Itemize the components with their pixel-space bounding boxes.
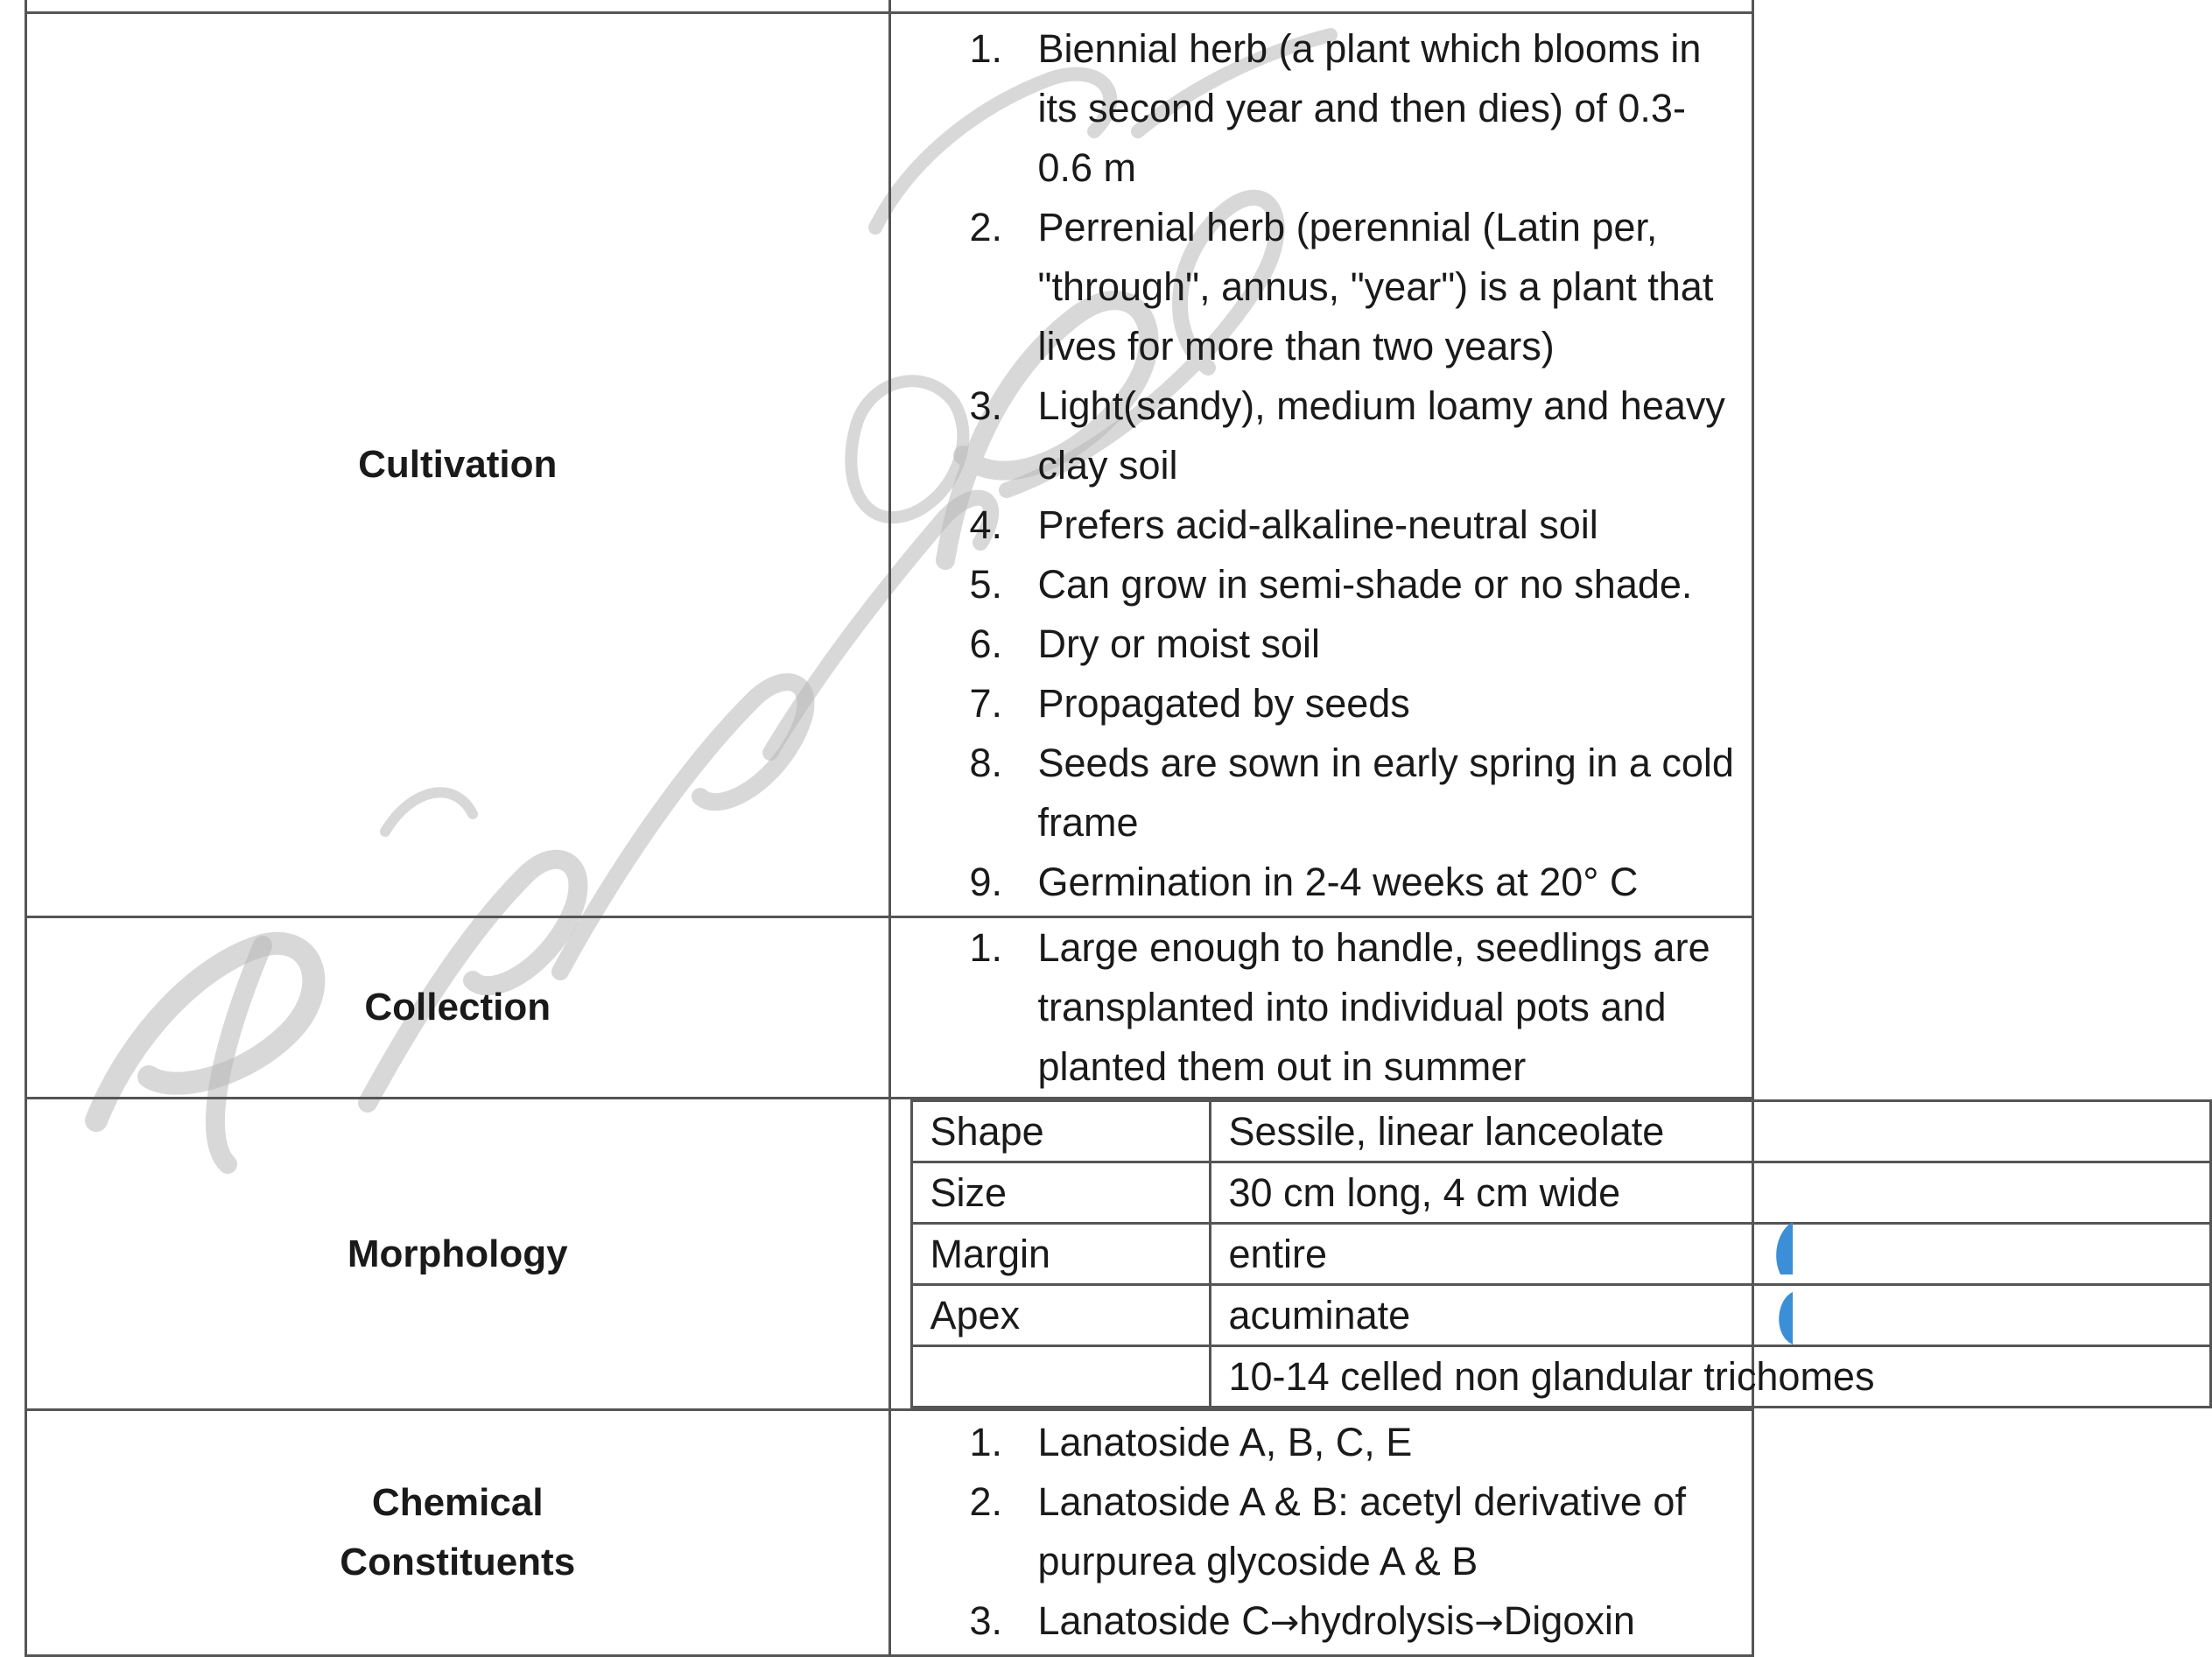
chemical-list <box>891 1413 1752 1653</box>
list-item <box>891 614 1735 674</box>
list-item-text: Propagated by seeds <box>1037 681 1410 726</box>
morphology-value: 10-14 celled non glandular trichomes <box>1210 1346 2210 1408</box>
plant-profile-table <box>25 0 1875 1657</box>
list-item <box>891 555 1735 614</box>
list-item-text: Light(sandy), medium loamy and heavy clay soil <box>1037 383 1725 488</box>
list-item-number: 7. <box>969 681 1003 726</box>
table-row <box>911 1346 2210 1408</box>
list-item-text: Perrenial herb (perennial (Latin per, "through", annus, "year") is a plant that lives for more than two years) <box>1037 205 1714 369</box>
table-row-morphology <box>26 1099 1753 1410</box>
list-item-text: Lanatoside A, B, C, E <box>1037 1420 1413 1464</box>
collection-list <box>891 918 1752 1097</box>
list-item <box>891 376 1735 495</box>
list-item-text: Germination in 2-4 weeks at 20° C <box>1037 860 1639 904</box>
table-top-strip <box>26 0 1753 13</box>
morphology-value: Sessile, linear lanceolate <box>1210 1101 2210 1162</box>
list-item <box>891 1413 1735 1472</box>
list-item-text: Lanatoside A & B: acetyl derivative of purpurea glycoside A & B <box>1037 1479 1686 1583</box>
list-item-number: 1. <box>969 1420 1003 1464</box>
morphology-key: Apex <box>911 1285 1210 1346</box>
list-item-text: Large enough to handle, seedlings are transplanted into individual pots and planted them out in summer <box>1037 925 1710 1089</box>
row-label-chemical-constituents <box>26 1410 890 1656</box>
morphology-value: acuminate <box>1210 1285 2210 1346</box>
list-item-number: 2. <box>969 1479 1003 1524</box>
list-item-number: 2. <box>969 205 1003 249</box>
morphology-key: Shape <box>911 1101 1210 1162</box>
row-label-collection: Collection <box>26 917 890 1099</box>
row-content-chemical-constituents <box>889 1410 1753 1656</box>
list-item-text: Seeds are sown in early spring in a cold frame <box>1037 741 1734 845</box>
list-item-text-part: hydrolysis <box>1299 1598 1475 1643</box>
list-item <box>891 918 1735 1097</box>
row-label-cultivation: Cultivation <box>26 13 890 917</box>
morphology-table <box>910 1099 2212 1408</box>
table-row-cultivation <box>26 13 1753 917</box>
list-item-text-part: Lanatoside C <box>1037 1598 1270 1643</box>
top-strip-label-cell <box>26 0 890 13</box>
list-item-text: Dry or moist soil <box>1037 621 1321 666</box>
morphology-value: 30 cm long, 4 cm wide <box>1210 1162 2210 1224</box>
cultivation-list <box>891 19 1752 912</box>
morphology-key: Size <box>911 1162 1210 1224</box>
list-item <box>891 495 1735 555</box>
list-item-text: Prefers acid-alkaline-neutral soil <box>1037 502 1598 547</box>
list-item-number: 3. <box>969 1598 1003 1643</box>
list-item <box>891 1591 1735 1653</box>
list-item-text: Biennial herb (a plant which blooms in its second year and then dies) of 0.3-0.6 m <box>1037 26 1702 190</box>
top-strip-content-cell <box>889 0 1753 13</box>
list-item-text-part: Digoxin <box>1503 1598 1635 1643</box>
table-row-chemical-constituents <box>26 1410 1753 1656</box>
list-item <box>891 853 1735 912</box>
row-label-line: Constituents <box>340 1541 576 1583</box>
row-content-cultivation <box>889 13 1753 917</box>
list-item <box>891 198 1735 376</box>
row-label-line: Chemical <box>371 1481 544 1524</box>
table-row <box>911 1285 2210 1346</box>
table-row <box>911 1224 2210 1285</box>
list-item-number: 4. <box>969 502 1003 547</box>
list-item <box>891 1472 1735 1591</box>
arrow-right-icon: → <box>1269 1603 1300 1643</box>
list-item-number: 3. <box>969 383 1003 428</box>
morphology-key: Margin <box>911 1224 1210 1285</box>
list-item-number: 1. <box>969 925 1003 970</box>
list-item <box>891 19 1735 198</box>
row-content-collection <box>889 917 1753 1099</box>
list-item <box>891 734 1735 853</box>
morphology-key <box>911 1346 1210 1408</box>
list-item-text: Can grow in semi-shade or no shade. <box>1037 562 1693 607</box>
list-item-number: 9. <box>969 860 1003 904</box>
arrow-right-icon: → <box>1474 1603 1504 1643</box>
list-item-number: 6. <box>969 621 1003 666</box>
table-row <box>911 1162 2210 1224</box>
row-content-morphology <box>889 1099 1875 1410</box>
list-item <box>891 674 1735 734</box>
morphology-value: entire <box>1210 1224 2210 1285</box>
table-row-collection <box>26 917 1753 1099</box>
table-row <box>911 1101 2210 1162</box>
list-item-number: 1. <box>969 26 1003 71</box>
list-item-number: 8. <box>969 741 1003 785</box>
row-label-morphology: Morphology <box>26 1099 890 1410</box>
list-item-number: 5. <box>969 562 1003 607</box>
